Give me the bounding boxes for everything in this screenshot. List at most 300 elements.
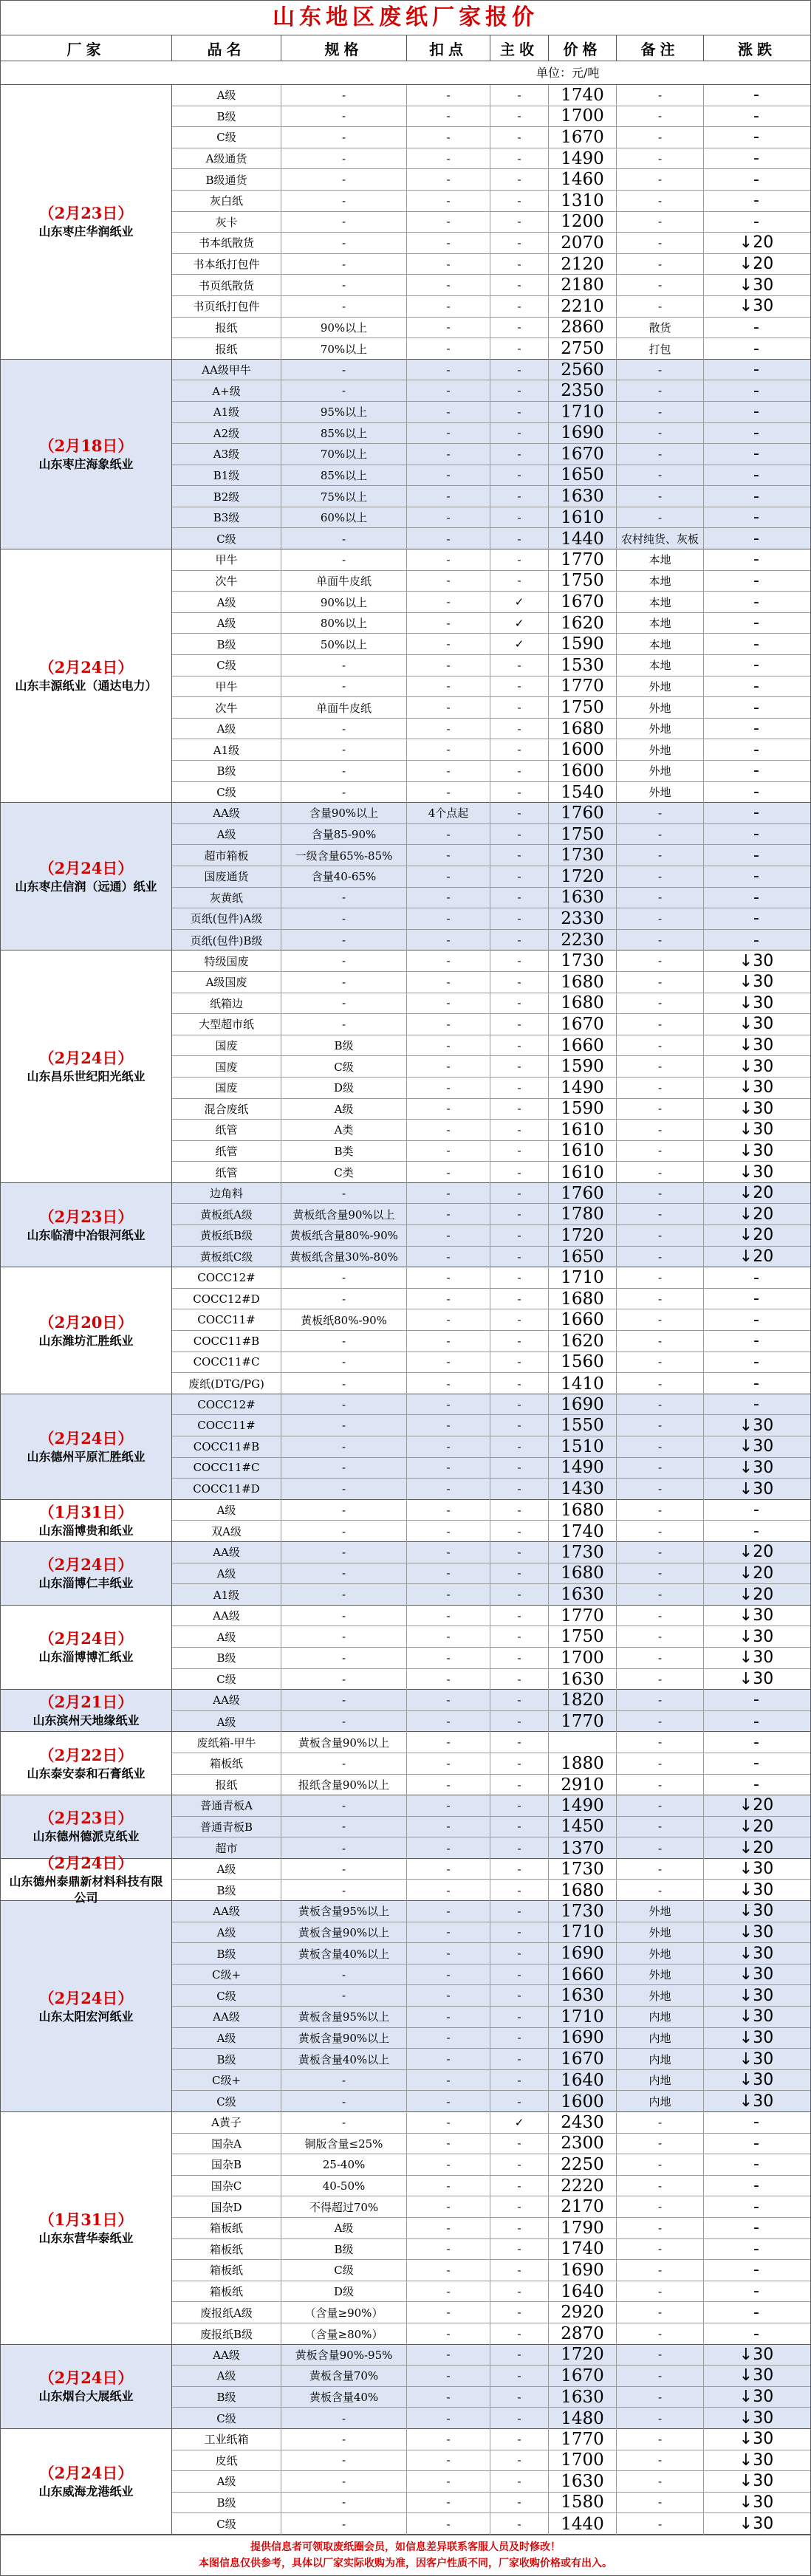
main-cell: -: [490, 1162, 549, 1183]
factory-name: 山东滨州天地缘纸业: [32, 1713, 140, 1728]
price-cell: 1610: [549, 1162, 617, 1183]
deduction-cell: -: [407, 1141, 490, 1162]
deduction-cell: -: [407, 85, 490, 106]
table-row: [172, 191, 810, 212]
main-cell: -: [490, 2493, 549, 2513]
table-row: [172, 1985, 810, 2007]
price-cell: 1700: [549, 1648, 617, 1668]
product-cell: 箱板纸: [172, 2260, 281, 2281]
note-cell: 本地: [617, 655, 704, 676]
spec-cell: -: [281, 1521, 407, 1542]
deduction-cell: -: [407, 2387, 490, 2408]
main-cell: -: [490, 803, 549, 823]
price-cell: 1680: [549, 719, 617, 739]
spec-cell: 80%以上: [281, 613, 407, 634]
note-cell: -: [617, 908, 704, 929]
spec-cell: -: [281, 993, 407, 1014]
main-cell: ✓: [490, 613, 549, 634]
note-cell: -: [617, 1859, 704, 1880]
deduction-cell: -: [407, 1247, 490, 1268]
product-cell: B1级: [172, 465, 281, 486]
price-cell: 1680: [549, 972, 617, 993]
factory-name: 山东枣庄海象纸业: [38, 456, 134, 471]
change-cell: -: [753, 360, 759, 380]
change-cell: ↓30: [739, 1479, 774, 1498]
spec-cell: -: [281, 1563, 407, 1584]
table-row: [172, 2450, 810, 2472]
change-cell: ↓30: [739, 297, 774, 316]
factory-date: （2月24日）: [38, 858, 134, 877]
spec-cell: -: [281, 1648, 407, 1668]
price-cell: 1640: [549, 2281, 617, 2302]
table-row: [172, 1775, 810, 1796]
change-cell: ↓20: [739, 1817, 774, 1836]
product-cell: A3级: [172, 444, 281, 465]
change-cell: ↓30: [739, 1944, 774, 1963]
note-cell: 农村纯货、灰板: [617, 528, 704, 549]
price-cell: 1740: [549, 85, 617, 106]
factory-cell: [1, 1606, 172, 1689]
table-row: [172, 296, 810, 318]
note-cell: -: [617, 1458, 704, 1479]
product-cell: 箱板纸: [172, 2281, 281, 2302]
note-cell: -: [617, 1732, 704, 1753]
price-cell: 1690: [549, 1943, 617, 1964]
spec-cell: 50%以上: [281, 634, 407, 654]
main-cell: -: [490, 2408, 549, 2429]
note-cell: -: [617, 2239, 704, 2260]
spec-cell: -: [281, 1415, 407, 1436]
main-cell: -: [490, 739, 549, 760]
deduction-cell: -: [407, 1943, 490, 1964]
price-cell: 1630: [549, 1985, 617, 2006]
main-cell: -: [490, 1880, 549, 1901]
product-cell: C级: [172, 2408, 281, 2429]
table-row: [172, 1943, 810, 1964]
change-cell: -: [753, 1754, 759, 1773]
price-cell: 2750: [549, 338, 617, 360]
main-cell: -: [490, 1289, 549, 1309]
change-cell: ↓30: [739, 1860, 774, 1879]
change-cell: ↓30: [739, 1627, 774, 1646]
note-cell: -: [617, 1753, 704, 1774]
note-cell: -: [617, 106, 704, 127]
table-row: [172, 1922, 810, 1944]
spec-cell: 黄板纸80%-90%: [281, 1309, 407, 1330]
factory-group: [1, 2429, 810, 2535]
change-cell: ↓30: [739, 2345, 774, 2364]
main-cell: -: [490, 106, 549, 127]
product-cell: B3级: [172, 507, 281, 528]
price-cell: 1760: [549, 803, 617, 823]
factory-group: [1, 85, 810, 360]
product-cell: C级: [172, 1985, 281, 2006]
product-cell: A级: [172, 1859, 281, 1880]
change-cell: -: [753, 1733, 759, 1752]
deduction-cell: -: [407, 1542, 490, 1563]
spec-cell: （含量≥80%）: [281, 2323, 407, 2345]
price-cell: 2300: [549, 2134, 617, 2154]
main-cell: -: [490, 1732, 549, 1753]
note-cell: 本地: [617, 549, 704, 570]
factory-cell: [1, 1500, 172, 1541]
price-cell: 1690: [549, 2028, 617, 2049]
note-cell: -: [617, 1837, 704, 1859]
product-cell: COCC11#D: [172, 1479, 281, 1500]
price-cell: 1650: [549, 1247, 617, 1268]
spec-cell: 70%以上: [281, 444, 407, 465]
deduction-cell: -: [407, 1056, 490, 1077]
change-cell: -: [753, 909, 759, 928]
note-cell: -: [617, 972, 704, 993]
table-row: [172, 571, 810, 592]
spec-cell: -: [281, 2112, 407, 2133]
deduction-cell: -: [407, 106, 490, 127]
product-cell: 国杂C: [172, 2176, 281, 2196]
price-cell: 1510: [549, 1436, 617, 1457]
deduction-cell: -: [407, 1690, 490, 1710]
spec-cell: -: [281, 2429, 407, 2450]
table-row: [172, 1331, 810, 1352]
change-cell: -: [753, 2155, 759, 2174]
deduction-cell: -: [407, 1289, 490, 1309]
note-cell: -: [617, 1078, 704, 1098]
price-cell: 1730: [549, 1542, 617, 1563]
price-cell: 1680: [549, 1563, 617, 1584]
product-cell: A+级: [172, 380, 281, 401]
main-cell: -: [490, 1690, 549, 1710]
price-cell: 1680: [549, 993, 617, 1014]
product-cell: A级: [172, 1922, 281, 1943]
product-cell: 废报纸B级: [172, 2323, 281, 2345]
product-cell: 纸管: [172, 1141, 281, 1162]
table-row: [172, 402, 810, 423]
product-cell: B级: [172, 2387, 281, 2408]
product-cell: 双A级: [172, 1521, 281, 1542]
main-cell: -: [490, 2154, 549, 2175]
change-cell: ↓30: [739, 951, 774, 970]
unit-label: 单位：元/吨: [1, 61, 810, 85]
table-row: [172, 465, 810, 487]
table-row: [172, 2049, 810, 2070]
table-row: [172, 676, 810, 698]
table-row: [172, 866, 810, 888]
price-cell: 1660: [549, 1964, 617, 1985]
main-cell: -: [490, 2345, 549, 2366]
main-cell: -: [490, 1014, 549, 1035]
note-cell: -: [617, 2408, 704, 2429]
price-cell: 2910: [549, 1775, 617, 1796]
table-row: [172, 1099, 810, 1120]
note-cell: -: [617, 1352, 704, 1373]
product-cell: 箱板纸: [172, 2239, 281, 2260]
product-cell: 普通青板B: [172, 1817, 281, 1837]
deduction-cell: -: [407, 1563, 490, 1584]
change-cell: -: [753, 698, 759, 717]
note-cell: 外地: [617, 676, 704, 697]
product-cell: AA级: [172, 1606, 281, 1626]
note-cell: 内地: [617, 2070, 704, 2091]
spec-cell: -: [281, 380, 407, 401]
product-cell: 国废: [172, 1056, 281, 1077]
deduction-cell: -: [407, 1837, 490, 1859]
spec-cell: -: [281, 930, 407, 951]
change-cell: ↓30: [739, 1965, 774, 1984]
price-cell: 1750: [549, 571, 617, 592]
main-cell: -: [490, 1141, 549, 1162]
note-cell: -: [617, 1795, 704, 1816]
factory-name: 山东昌乐世纪阳光纸业: [27, 1069, 146, 1084]
main-cell: -: [490, 1943, 549, 1964]
note-cell: 外地: [617, 1943, 704, 1964]
spec-cell: D级: [281, 2281, 407, 2302]
price-cell: 1630: [549, 1584, 617, 1606]
main-cell: -: [490, 1648, 549, 1668]
deduction-cell: -: [407, 2218, 490, 2238]
change-cell: -: [753, 676, 759, 696]
note-cell: -: [617, 1563, 704, 1584]
note-cell: -: [617, 1394, 704, 1415]
deduction-cell: -: [407, 739, 490, 760]
factory-name: 山东枣庄华润纸业: [38, 225, 134, 239]
deduction-cell: -: [407, 1880, 490, 1901]
note-cell: -: [617, 127, 704, 148]
deduction-cell: -: [407, 1415, 490, 1436]
deduction-cell: -: [407, 824, 490, 845]
deduction-cell: -: [407, 444, 490, 465]
main-cell: -: [490, 191, 549, 211]
table-row: [172, 507, 810, 529]
factory-group: [1, 1795, 810, 1859]
product-cell: 超市: [172, 1837, 281, 1859]
price-cell: 1710: [549, 402, 617, 422]
deduction-cell: -: [407, 2176, 490, 2196]
deduction-cell: -: [407, 338, 490, 360]
product-cell: 超市箱板: [172, 845, 281, 866]
spec-cell: -: [281, 1373, 407, 1394]
change-cell: ↓30: [739, 1141, 774, 1160]
note-cell: 本地: [617, 613, 704, 634]
table-row: [172, 1732, 810, 1753]
change-cell: ↓20: [739, 1226, 774, 1245]
factory-cell: [1, 1795, 172, 1858]
table-row: [172, 1563, 810, 1585]
factory-group: [1, 1267, 810, 1394]
change-cell: ↓30: [739, 2007, 774, 2027]
main-cell: -: [490, 2007, 549, 2027]
table-row: [172, 739, 810, 761]
product-cell: 书页纸打包件: [172, 296, 281, 317]
price-cell: 1630: [549, 2471, 617, 2492]
factory-cell: [1, 1394, 172, 1499]
price-cell: 1880: [549, 1753, 617, 1774]
table-row: [172, 782, 810, 804]
change-cell: ↓20: [739, 1585, 774, 1604]
deduction-cell: -: [407, 212, 490, 233]
change-cell: ↓30: [739, 2071, 774, 2090]
main-cell: -: [490, 1521, 549, 1542]
spec-cell: 黄板含量40%以上: [281, 2049, 407, 2069]
price-cell: 1700: [549, 106, 617, 127]
price-cell: 1770: [549, 2429, 617, 2450]
table-row: [172, 655, 810, 676]
main-cell: -: [490, 866, 549, 887]
price-cell: 1660: [549, 1309, 617, 1330]
header-price: 价格: [549, 35, 617, 61]
change-cell: ↓30: [739, 993, 774, 1013]
price-cell: 1740: [549, 2239, 617, 2260]
deduction-cell: -: [407, 2450, 490, 2471]
spec-cell: 85%以上: [281, 465, 407, 486]
spec-cell: -: [281, 1837, 407, 1859]
product-cell: A级: [172, 2366, 281, 2386]
note-cell: -: [617, 2176, 704, 2196]
spec-cell: -: [281, 106, 407, 127]
change-cell: -: [753, 867, 759, 886]
change-cell: -: [753, 740, 759, 759]
deduction-cell: -: [407, 549, 490, 570]
factory-group: [1, 1901, 810, 2112]
note-cell: -: [617, 169, 704, 190]
table-row: [172, 1479, 810, 1500]
deduction-cell: -: [407, 845, 490, 866]
product-cell: A1级: [172, 1584, 281, 1606]
note-cell: 外地: [617, 719, 704, 739]
table-row: [172, 1289, 810, 1310]
change-cell: -: [753, 1374, 759, 1394]
factory-date: （2月24日）: [38, 2463, 134, 2482]
table-row: [172, 1837, 810, 1859]
factory-group: [1, 1606, 810, 1690]
change-cell: -: [753, 2113, 759, 2132]
note-cell: -: [617, 2260, 704, 2281]
note-cell: -: [617, 1690, 704, 1710]
deduction-cell: -: [407, 1964, 490, 1985]
price-cell: 1770: [549, 549, 617, 570]
deduction-cell: -: [407, 1183, 490, 1204]
change-cell: ↓30: [739, 2092, 774, 2111]
main-cell: -: [490, 169, 549, 190]
table-row: [172, 761, 810, 782]
price-cell: 1630: [549, 1669, 617, 1690]
note-cell: -: [617, 2366, 704, 2386]
factory-cell: [1, 1183, 172, 1267]
main-cell: -: [490, 2429, 549, 2450]
change-cell: -: [753, 2134, 759, 2153]
product-cell: A级: [172, 2471, 281, 2492]
product-cell: C级: [172, 1669, 281, 1690]
product-cell: COCC12#D: [172, 1289, 281, 1309]
note-cell: 内地: [617, 2091, 704, 2112]
spec-cell: -: [281, 1964, 407, 1985]
deduction-cell: -: [407, 2260, 490, 2281]
table-row: [172, 549, 810, 571]
deduction-cell: -: [407, 1078, 490, 1098]
deduction-cell: -: [407, 402, 490, 422]
factory-group: [1, 1500, 810, 1542]
deduction-cell: -: [407, 1120, 490, 1140]
spec-cell: -: [281, 1352, 407, 1373]
note-cell: 本地: [617, 571, 704, 592]
change-cell: ↓30: [739, 1036, 774, 1055]
spec-cell: -: [281, 1458, 407, 1479]
product-cell: AA级: [172, 803, 281, 823]
header-change: 涨跌: [738, 40, 776, 58]
table-row: [172, 85, 810, 106]
factory-name: 山东潍坊汇胜纸业: [38, 1333, 134, 1348]
main-cell: -: [490, 1458, 549, 1479]
price-cell: 1490: [549, 1458, 617, 1479]
main-cell: -: [490, 444, 549, 465]
note-cell: 外地: [617, 761, 704, 781]
spec-cell: 75%以上: [281, 486, 407, 507]
product-cell: 混合废纸: [172, 1099, 281, 1120]
table-row: [172, 2260, 810, 2281]
factory-cell: [1, 1853, 172, 1905]
main-cell: -: [490, 824, 549, 845]
spec-cell: C类: [281, 1162, 407, 1183]
main-cell: -: [490, 212, 549, 233]
product-cell: B级: [172, 761, 281, 781]
note-cell: -: [617, 1225, 704, 1246]
factory-group: [1, 1732, 810, 1795]
main-cell: -: [490, 888, 549, 908]
main-cell: -: [490, 2513, 549, 2535]
change-cell: ↓30: [739, 2049, 774, 2069]
deduction-cell: -: [407, 2070, 490, 2091]
change-cell: ↓30: [739, 1099, 774, 1118]
deduction-cell: -: [407, 2239, 490, 2260]
note-cell: -: [617, 1162, 704, 1183]
deduction-cell: -: [407, 2323, 490, 2345]
change-cell: ↓30: [739, 1881, 774, 1900]
change-cell: ↓20: [739, 1247, 774, 1267]
change-cell: -: [753, 804, 759, 823]
price-cell: 1600: [549, 761, 617, 781]
price-cell: 1610: [549, 1141, 617, 1162]
main-cell: -: [490, 1711, 549, 1733]
table-row: [172, 993, 810, 1015]
note-cell: -: [617, 1289, 704, 1309]
price-cell: 1670: [549, 1014, 617, 1035]
factory-name: 山东淄博博汇纸业: [38, 1650, 134, 1665]
change-cell: -: [753, 761, 759, 781]
change-cell: -: [753, 825, 759, 844]
price-cell: 1480: [549, 2408, 617, 2429]
change-cell: -: [753, 2239, 759, 2258]
main-cell: -: [490, 1352, 549, 1373]
spec-cell: -: [281, 191, 407, 211]
price-cell: 1720: [549, 1225, 617, 1246]
main-cell: -: [490, 1204, 549, 1224]
product-cell: C级: [172, 127, 281, 148]
spec-cell: 黄板含量90%-95%: [281, 2345, 407, 2366]
deduction-cell: -: [407, 972, 490, 993]
note-cell: -: [617, 2112, 704, 2133]
table-row: [172, 1584, 810, 1606]
product-cell: 书本纸打包件: [172, 254, 281, 275]
factory-group: [1, 2345, 810, 2429]
product-cell: 国废: [172, 1035, 281, 1056]
deduction-cell: -: [407, 1711, 490, 1733]
table-row: [172, 338, 810, 360]
table-row: [172, 2070, 810, 2092]
spec-cell: -: [281, 360, 407, 380]
note-cell: 外地: [617, 1964, 704, 1985]
note-cell: 散货: [617, 318, 704, 338]
main-cell: -: [490, 1584, 549, 1606]
price-cell: 2870: [549, 2323, 617, 2345]
